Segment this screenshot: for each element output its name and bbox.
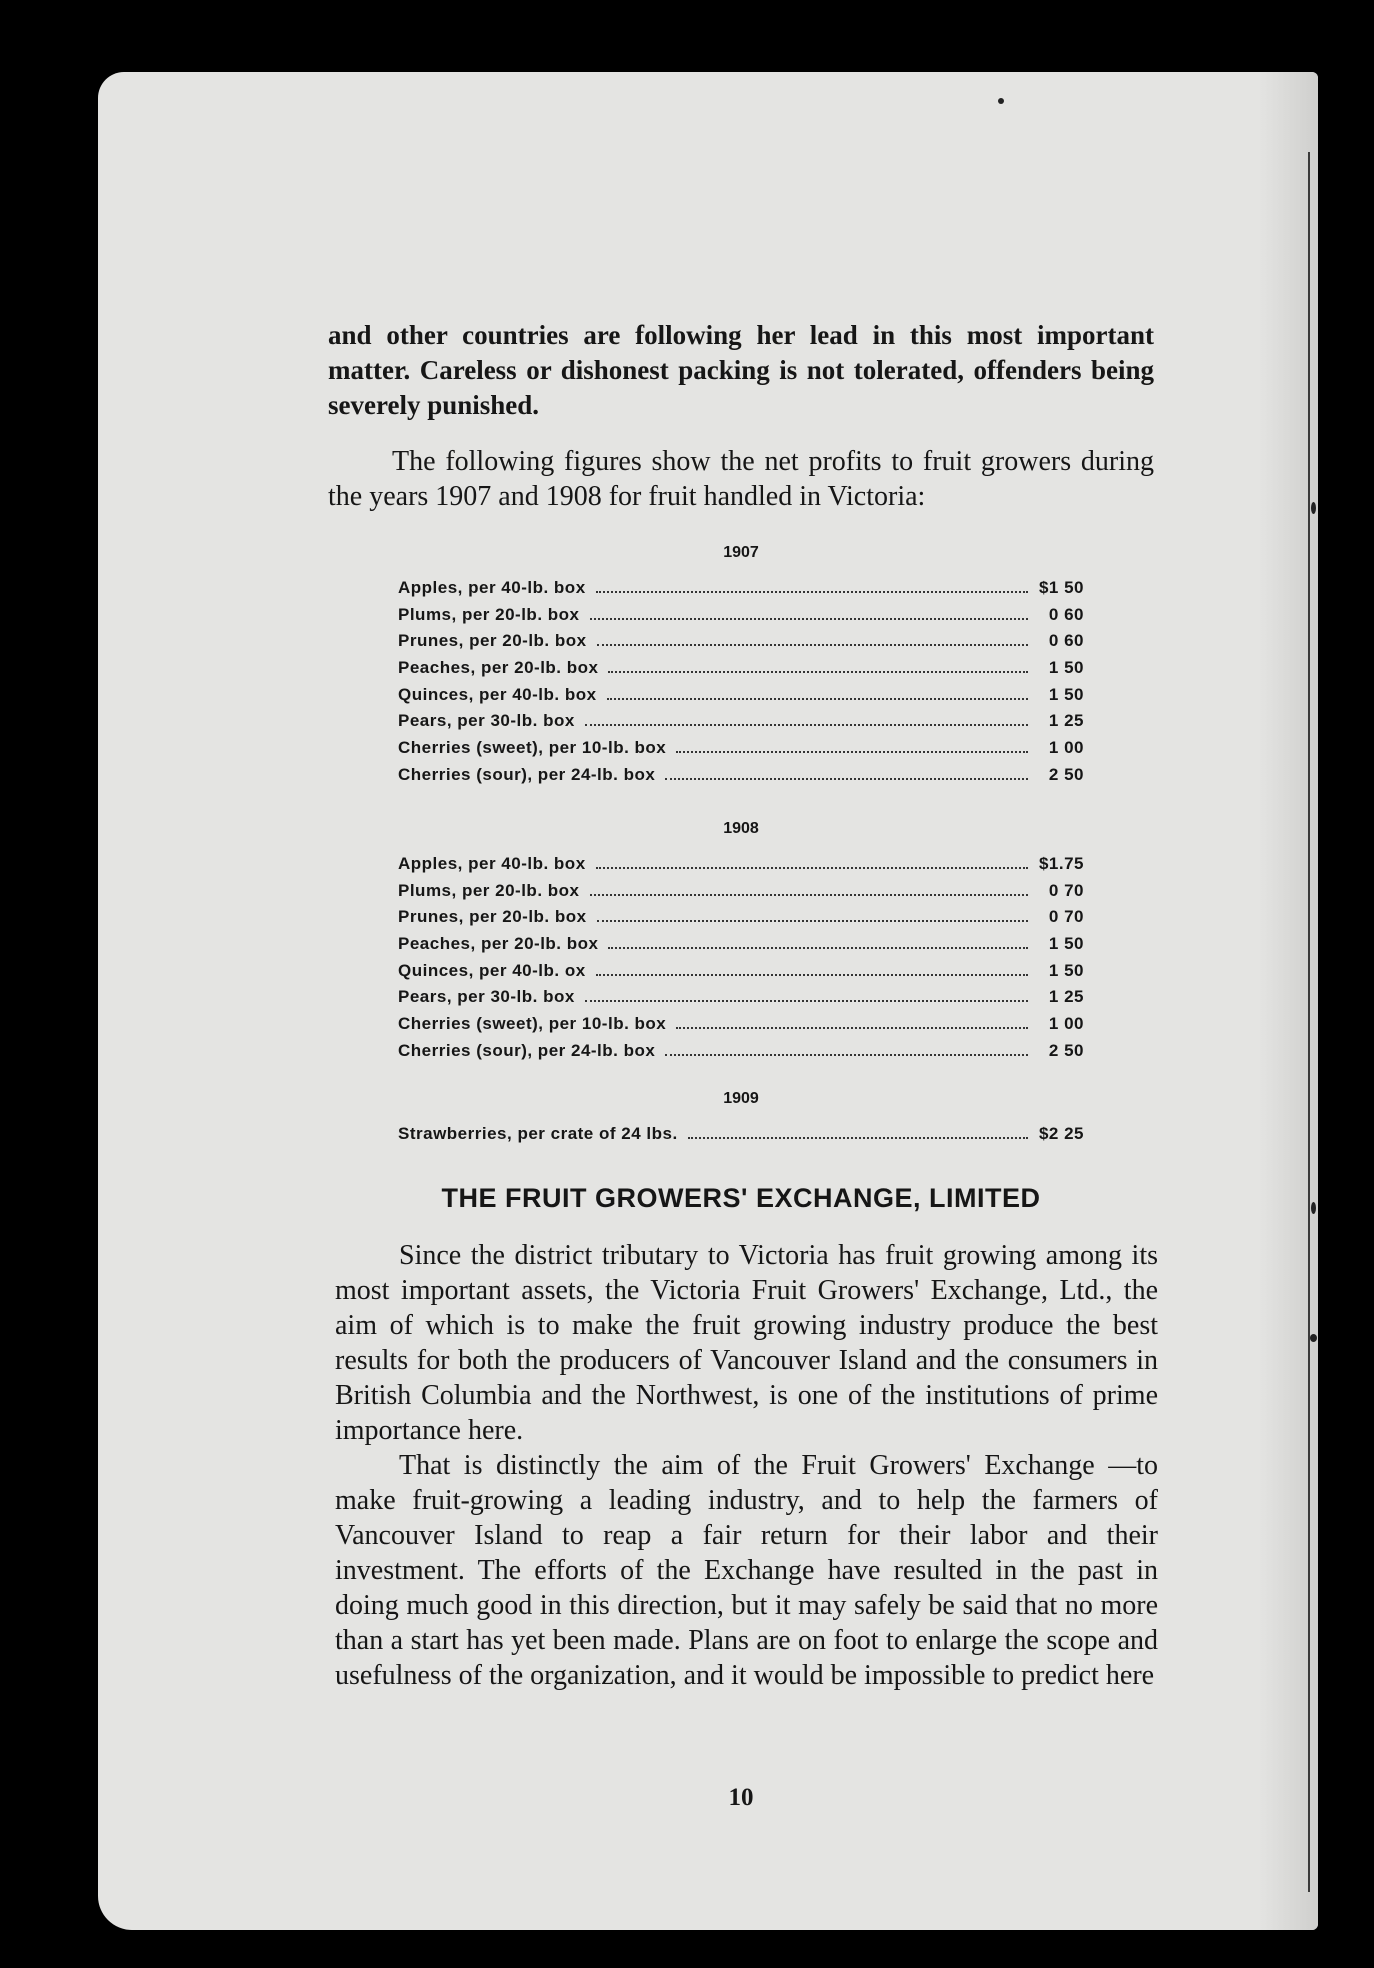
price-row bbox=[398, 1014, 1084, 1041]
price-row bbox=[398, 934, 1084, 961]
price-value: $1 50 bbox=[1038, 578, 1084, 597]
fruit-item: Prunes, per 20-lb. box bbox=[398, 631, 587, 651]
book-page bbox=[98, 72, 1318, 1930]
price-value: 0 70 bbox=[1048, 880, 1084, 900]
fruit-item: Strawberries, per crate of 24 lbs. bbox=[398, 1124, 678, 1143]
price-row bbox=[398, 854, 1084, 881]
fruit-item: Plums, per 20-lb. box bbox=[398, 880, 580, 900]
price-table-1908 bbox=[398, 854, 1084, 1068]
dot-leader bbox=[590, 618, 1029, 620]
fruit-item: Cherries (sour), per 24-lb. box bbox=[398, 1040, 656, 1060]
price-row bbox=[398, 658, 1084, 685]
dot-leader bbox=[596, 591, 1028, 593]
price-row bbox=[398, 881, 1084, 908]
price-table-1909 bbox=[398, 1124, 1084, 1151]
dot-leader bbox=[596, 974, 1028, 976]
speck-mark bbox=[1311, 1202, 1316, 1214]
exchange-paragraph-1: Since the district tributary to Victoria has fruit growing among its most important assets, the Victoria Fruit Growers' Exchange, Ltd., the aim of which is to make the fruit growing industry produce the best results for both the producers of Vancouver Island and the consumers in British Columbia and the Northwest, is one of the institutions of prime importance here. bbox=[335, 1240, 1158, 1446]
fruit-item: Cherries (sweet), per 10-lb. box bbox=[398, 738, 667, 758]
year-heading-1908: 1908 bbox=[723, 820, 759, 837]
price-row bbox=[398, 631, 1084, 658]
price-value: 0 60 bbox=[1048, 604, 1084, 624]
price-value: 1 50 bbox=[1048, 658, 1084, 678]
dot-leader bbox=[608, 947, 1028, 949]
price-value: 2 50 bbox=[1048, 764, 1084, 784]
dot-leader bbox=[676, 1027, 1028, 1029]
figures-paragraph: The following figures show the net profits to fruit growers during the years 1907 and 1908 for fruit handled in Victoria: bbox=[328, 446, 1154, 512]
fruit-item: Cherries (sweet), per 10-lb. box bbox=[398, 1014, 667, 1034]
price-row bbox=[398, 685, 1084, 712]
price-value: 0 60 bbox=[1048, 631, 1084, 651]
dot-leader bbox=[596, 867, 1028, 869]
price-table-1907 bbox=[398, 578, 1084, 792]
price-value: 1 00 bbox=[1048, 1014, 1084, 1034]
price-row bbox=[398, 1041, 1084, 1068]
price-row bbox=[398, 907, 1084, 934]
price-value: $1.75 bbox=[1038, 854, 1084, 873]
speck-mark bbox=[1311, 502, 1316, 514]
price-value: 1 25 bbox=[1048, 987, 1084, 1007]
price-value: 1 50 bbox=[1048, 934, 1084, 954]
fruit-item: Pears, per 30-lb. box bbox=[398, 987, 575, 1007]
dot-leader bbox=[676, 751, 1028, 753]
page-number: 10 bbox=[728, 1784, 754, 1811]
dot-leader bbox=[585, 1000, 1028, 1002]
intro-paragraph: and other countries are following her lead in this most important matter. Careless or dishonest packing is not tolerated, offenders being severely punished. bbox=[328, 320, 1154, 420]
fruit-item: Apples, per 40-lb. box bbox=[398, 578, 586, 597]
price-value: 2 50 bbox=[1048, 1040, 1084, 1060]
binding-line bbox=[1308, 152, 1310, 1892]
fruit-item: Pears, per 30-lb. box bbox=[398, 711, 575, 731]
price-row bbox=[398, 578, 1084, 605]
fruit-item: Plums, per 20-lb. box bbox=[398, 604, 580, 624]
dot-leader bbox=[665, 1054, 1028, 1056]
fruit-item: Peaches, per 20-lb. box bbox=[398, 658, 599, 678]
fruit-item: Quinces, per 40-lb. box bbox=[398, 684, 597, 704]
price-row bbox=[398, 961, 1084, 988]
year-heading-1907: 1907 bbox=[723, 544, 759, 561]
fruit-item: Prunes, per 20-lb. box bbox=[398, 907, 587, 927]
dot-leader bbox=[608, 671, 1028, 673]
price-value: 1 50 bbox=[1048, 960, 1084, 980]
dot-leader bbox=[607, 698, 1028, 700]
dot-leader bbox=[688, 1137, 1028, 1139]
speck-mark bbox=[998, 98, 1004, 104]
dot-leader bbox=[597, 920, 1028, 922]
dot-leader bbox=[665, 778, 1028, 780]
dot-leader bbox=[590, 894, 1029, 896]
speck-mark bbox=[1310, 1334, 1317, 1342]
price-row bbox=[398, 765, 1084, 792]
price-row bbox=[398, 987, 1084, 1014]
price-row bbox=[398, 711, 1084, 738]
price-row bbox=[398, 1124, 1084, 1151]
section-heading: THE FRUIT GROWERS' EXCHANGE, LIMITED bbox=[441, 1183, 1041, 1213]
price-value: 0 70 bbox=[1048, 907, 1084, 927]
price-value: 1 50 bbox=[1048, 684, 1084, 704]
fruit-item: Quinces, per 40-lb. ox bbox=[398, 960, 586, 980]
price-row bbox=[398, 738, 1084, 765]
exchange-paragraph-2: That is distinctly the aim of the Fruit Growers' Exchange —to make fruit-growing a leading industry, and to help the farmers of Vancouver Island to reap a fair return for their labor and their investment. The efforts of the Exchange have resulted in the past in doing much good in this direction, but it may safely be said that no more than a start has yet been made. Plans are on foot to enlarge the scope and usefulness of the organization, and it would be impossible to predict here bbox=[335, 1450, 1158, 1691]
price-row bbox=[398, 605, 1084, 632]
fruit-item: Apples, per 40-lb. box bbox=[398, 854, 586, 873]
exchange-text bbox=[335, 1238, 1158, 1693]
price-value: $2 25 bbox=[1038, 1124, 1084, 1143]
dot-leader bbox=[597, 644, 1028, 646]
year-heading-1909: 1909 bbox=[723, 1090, 759, 1107]
fruit-item: Cherries (sour), per 24-lb. box bbox=[398, 764, 656, 784]
price-value: 1 25 bbox=[1048, 711, 1084, 731]
fruit-item: Peaches, per 20-lb. box bbox=[398, 934, 599, 954]
price-value: 1 00 bbox=[1048, 738, 1084, 758]
dot-leader bbox=[585, 724, 1028, 726]
